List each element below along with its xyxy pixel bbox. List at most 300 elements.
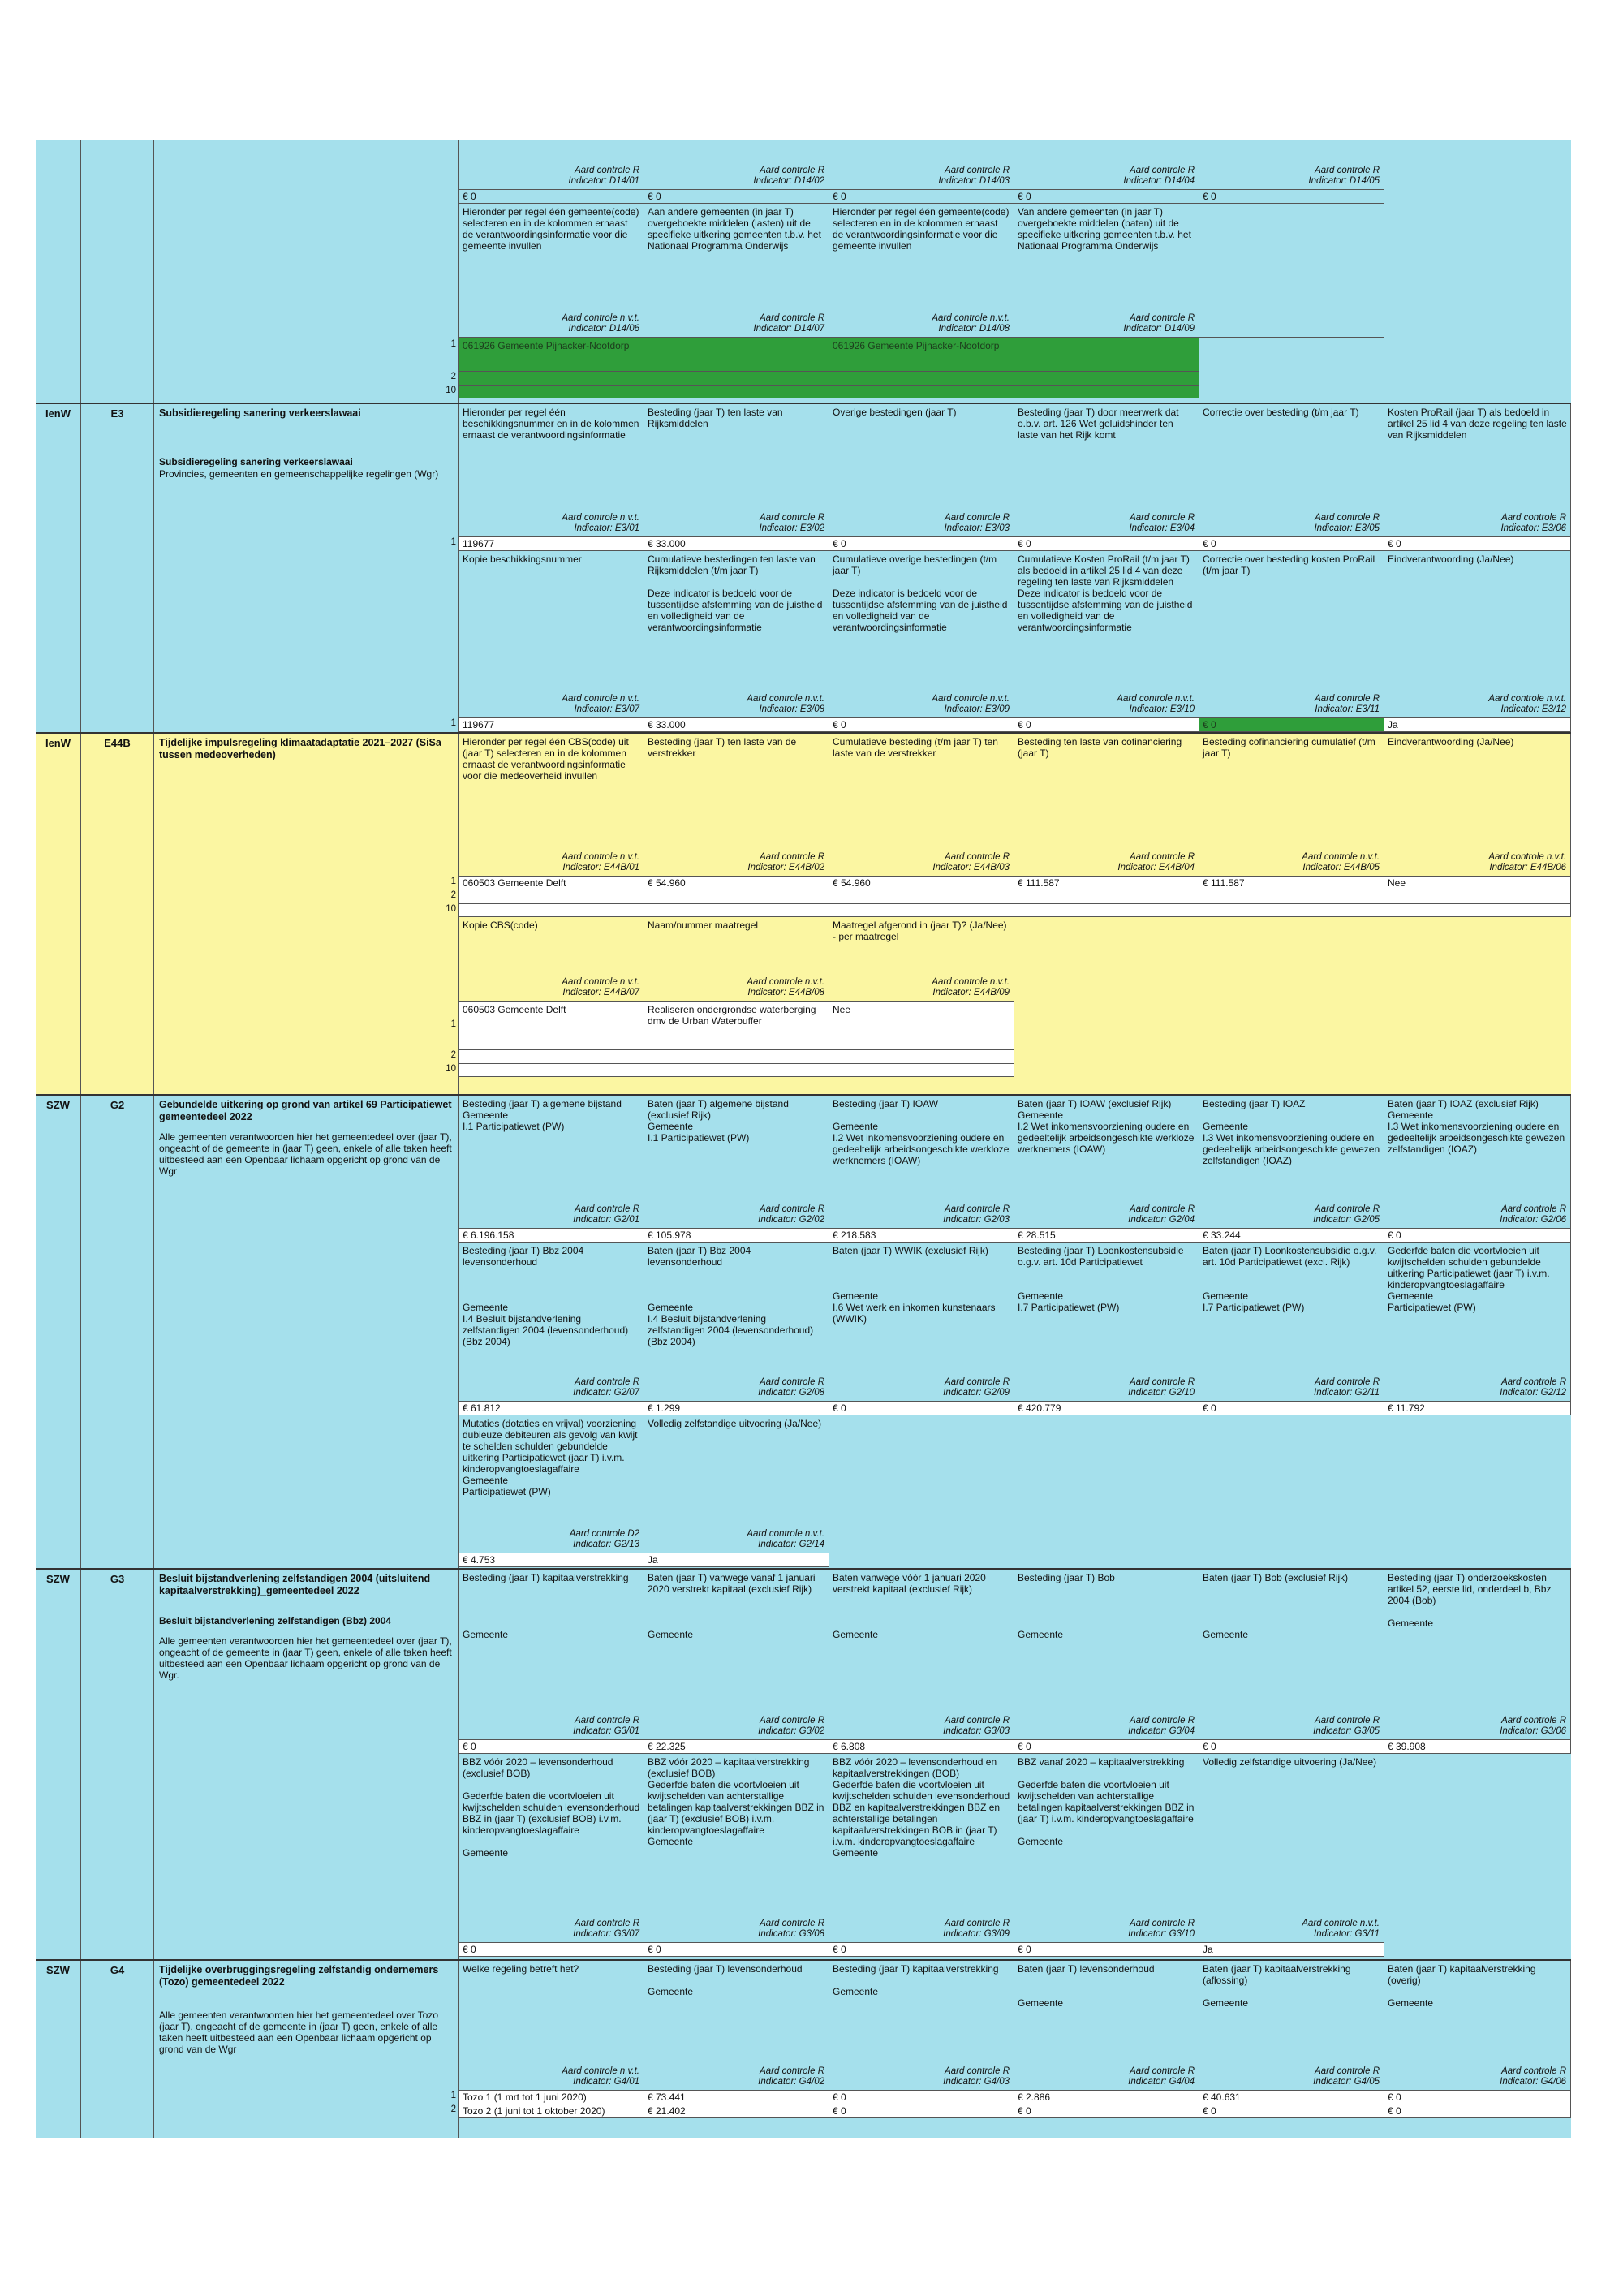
control-type: Aard controle R bbox=[1130, 166, 1195, 175]
g2-row2 bbox=[459, 1243, 1571, 1402]
e3-07-description: Kopie beschikkingsnummer bbox=[463, 554, 582, 565]
control-type: Aard controle R bbox=[1130, 2066, 1195, 2076]
control-type: Aard controle n.v.t. bbox=[1117, 694, 1195, 704]
d14-03-value[interactable]: € 0 bbox=[829, 190, 1014, 204]
e3-08-description: Cumulatieve bestedingen ten laste van Rijksmiddelen (t/m jaar T) Deze indicator is bedoeld voor de tussentijdse afstemming van de juistheid en volledigheid van de verantwoordingsinformatie bbox=[648, 554, 823, 633]
e3-05-value[interactable]: € 0 bbox=[1199, 537, 1384, 551]
e3-02-value[interactable]: € 33.000 bbox=[644, 537, 829, 551]
g4-values1 bbox=[450, 2091, 1571, 2104]
e44b-03-description: Cumulatieve besteding (t/m jaar T) ten laste van de verstrekker bbox=[833, 736, 998, 759]
d14-green-cell[interactable] bbox=[644, 338, 829, 372]
g2-13-cell bbox=[459, 1415, 644, 1553]
d14-empty bbox=[1199, 386, 1384, 398]
input-cell[interactable] bbox=[829, 904, 1014, 917]
d14-green-cell[interactable] bbox=[829, 386, 1014, 398]
e44b-02-cell bbox=[644, 734, 829, 877]
d14-value-row bbox=[459, 190, 1571, 204]
control-type: Aard controle R bbox=[945, 1204, 1010, 1214]
input-cell[interactable] bbox=[1014, 890, 1199, 904]
control-type: Aard controle R bbox=[760, 313, 824, 323]
e3-03-description: Overige bestedingen (jaar T) bbox=[833, 407, 957, 418]
indicator-code: Indicator: G3/10 bbox=[1128, 1929, 1195, 1939]
indicator-code: Indicator: G4/06 bbox=[1500, 2077, 1566, 2087]
g4-row1 bbox=[459, 1961, 1571, 2091]
g4-regeling-value[interactable]: Tozo 1 (1 mrt tot 1 juni 2020) bbox=[459, 2091, 644, 2104]
section-e44b bbox=[36, 734, 1571, 1096]
g2-01-value[interactable]: € 6.196.158 bbox=[459, 1229, 644, 1243]
d14-green-value[interactable]: 061926 Gemeente Pijnacker-Nootdorp bbox=[829, 338, 1014, 372]
indicator-code: Indicator: G2/08 bbox=[758, 1388, 824, 1398]
regulation-title: Tijdelijke overbruggingsregeling zelfstandig ondernemers (Tozo) gemeentedeel 2022 bbox=[159, 1964, 439, 1988]
input-cell[interactable] bbox=[1199, 890, 1384, 904]
d14-05-value[interactable]: € 0 bbox=[1199, 190, 1384, 204]
control-type: Aard controle R bbox=[1501, 1377, 1566, 1387]
d14-green-row-2 bbox=[450, 372, 1571, 386]
g3-empty bbox=[1384, 1754, 1571, 1943]
e44b-empty bbox=[1014, 1064, 1571, 1077]
indicator-code: Indicator: D14/01 bbox=[568, 176, 639, 186]
d14-green-cell[interactable] bbox=[1014, 372, 1199, 386]
g3-values2 bbox=[459, 1943, 1571, 1957]
g2-08-description: Baten (jaar T) Bbz 2004 levensonderhoud Gemeente I.4 Besluit bijstandverlening zelfstandigen 2004 (levensonderhoud) (Bbz 2004) bbox=[648, 1245, 814, 1347]
input-cell[interactable] bbox=[644, 904, 829, 917]
e44b-04-cell bbox=[1014, 734, 1199, 877]
g3-02-cell bbox=[644, 1570, 829, 1740]
regulation-scope: Alle gemeenten verantwoorden hier het gemeentedeel over (jaar T), ongeacht of de gemeente in (jaar T) geen, enkele of alle taken heeft uitbesteed aan een Openbaar lichaam opgericht op grond van de Wgr bbox=[159, 1131, 452, 1177]
e3-12-value[interactable]: Ja bbox=[1384, 718, 1571, 732]
g3-11-value[interactable]: Ja bbox=[1199, 1943, 1384, 1957]
g2-11-cell bbox=[1199, 1243, 1384, 1402]
d14-01-value[interactable]: € 0 bbox=[459, 190, 644, 204]
g2-08-cell bbox=[644, 1243, 829, 1402]
e44b-empty bbox=[1014, 1002, 1571, 1050]
d14-green-cell[interactable] bbox=[459, 372, 644, 386]
control-type: Aard controle n.v.t. bbox=[562, 2066, 639, 2076]
control-type: Aard controle R bbox=[1315, 2066, 1380, 2076]
g2-values3 bbox=[459, 1553, 1571, 1567]
e3-03-value[interactable]: € 0 bbox=[829, 537, 1014, 551]
input-cell[interactable] bbox=[829, 890, 1014, 904]
g3-04-cell bbox=[1014, 1570, 1199, 1740]
g2-04-value[interactable]: € 28.515 bbox=[1014, 1229, 1199, 1243]
indicator-code: Indicator: G2/04 bbox=[1128, 1215, 1195, 1225]
indicator-code: Indicator: E3/06 bbox=[1500, 523, 1566, 533]
g2-02-value[interactable]: € 105.978 bbox=[644, 1229, 829, 1243]
g3-08-cell bbox=[644, 1754, 829, 1943]
e44b-05-description: Besteding cofinanciering cumulatief (t/m jaar T) bbox=[1203, 736, 1375, 759]
g2-05-value[interactable]: € 33.244 bbox=[1199, 1229, 1384, 1243]
indicator-code: Indicator: G4/03 bbox=[943, 2077, 1010, 2087]
e3-02-cell bbox=[644, 404, 829, 537]
g4-03-value[interactable]: € 0 bbox=[829, 2104, 1014, 2118]
e44b-08-cell bbox=[644, 917, 829, 1002]
ministry-cell bbox=[36, 140, 81, 403]
input-cell[interactable] bbox=[829, 1050, 1014, 1064]
e44b-05-value[interactable]: € 111.587 bbox=[1199, 877, 1384, 890]
indicator-code: Indicator: E44B/05 bbox=[1302, 863, 1380, 872]
control-type: Aard controle R bbox=[1130, 1204, 1195, 1214]
input-cell[interactable] bbox=[1384, 904, 1571, 917]
indicator-code: Indicator: G3/08 bbox=[758, 1929, 824, 1939]
g3-02-value[interactable]: € 22.325 bbox=[644, 1740, 829, 1754]
d14-green-value[interactable]: 061926 Gemeente Pijnacker-Nootdorp bbox=[459, 338, 644, 372]
control-type: Aard controle R bbox=[575, 1716, 639, 1725]
e3-10-value[interactable]: € 0 bbox=[1014, 718, 1199, 732]
ministry-cell: IenW bbox=[36, 734, 81, 1094]
e3-02-description: Besteding (jaar T) ten laste van Rijksmiddelen bbox=[648, 407, 783, 429]
e3-08-cell bbox=[644, 551, 829, 718]
g3-empty bbox=[1384, 1943, 1571, 1957]
e3-12-description: Eindverantwoording (Ja/Nee) bbox=[1388, 554, 1514, 565]
g2-grid bbox=[459, 1096, 1571, 1567]
g3-11-cell bbox=[1199, 1754, 1384, 1943]
g4-02-value[interactable]: € 21.402 bbox=[644, 2104, 829, 2118]
e44b-04-value[interactable]: € 111.587 bbox=[1014, 877, 1199, 890]
control-type: Aard controle R bbox=[575, 166, 639, 175]
e3-08-value[interactable]: € 33.000 bbox=[644, 718, 829, 732]
g3-05-value[interactable]: € 0 bbox=[1199, 1740, 1384, 1754]
control-type: Aard controle R bbox=[760, 2066, 824, 2076]
g2-11-description: Baten (jaar T) Loonkostensubsidie o.g.v. art. 10d Participatiewet (excl. Rijk) Gemeente I.7 Participatiewet (PW) bbox=[1203, 1245, 1377, 1313]
g2-14-description: Volledig zelfstandige uitvoering (Ja/Nee) bbox=[648, 1418, 822, 1429]
indicator-code: Indicator: D14/04 bbox=[1123, 176, 1195, 186]
g2-values2 bbox=[459, 1402, 1571, 1415]
g4-values2 bbox=[450, 2104, 1571, 2118]
g2-07-value[interactable]: € 61.812 bbox=[459, 1402, 644, 1415]
input-cell[interactable] bbox=[829, 1064, 1014, 1077]
indicator-code: Indicator: G2/09 bbox=[943, 1388, 1010, 1398]
description-cell bbox=[154, 1096, 459, 1568]
ministry-cell: SZW bbox=[36, 1096, 81, 1568]
control-type: Aard controle R bbox=[945, 852, 1010, 862]
g3-10-cell bbox=[1014, 1754, 1199, 1943]
g4-04-description: Baten (jaar T) levensonderhoud Gemeente bbox=[1018, 1963, 1155, 2009]
g2-01-description: Besteding (jaar T) algemene bijstand Gemeente I.1 Participatiewet (PW) bbox=[463, 1098, 622, 1132]
g3-10-description: BBZ vanaf 2020 – kapitaalverstrekking Gederfde baten die voortvloeien uit kwijtschelden van achterstallige betalingen kapitaalverstrekkingen BBZ in (jaar T) i.v.m. kinderopvangtoeslagaffaire Gemeente bbox=[1018, 1756, 1195, 1847]
d14-green-cell[interactable] bbox=[459, 386, 644, 398]
g2-01-cell bbox=[459, 1096, 644, 1229]
g4-02-cell bbox=[644, 1961, 829, 2091]
e3-03-cell bbox=[829, 404, 1014, 537]
e3-05-description: Correctie over besteding (t/m jaar T) bbox=[1203, 407, 1359, 418]
g4-04-value[interactable]: € 2.886 bbox=[1014, 2091, 1199, 2104]
e3-07-cell bbox=[459, 551, 644, 718]
indicator-code: Indicator: G3/05 bbox=[1313, 1726, 1380, 1736]
g3-09-value[interactable]: € 0 bbox=[829, 1943, 1014, 1957]
indicator-code: Indicator: E3/03 bbox=[944, 523, 1010, 533]
e3-04-value[interactable]: € 0 bbox=[1014, 537, 1199, 551]
g3-grid bbox=[459, 1570, 1571, 1957]
control-type: Aard controle R bbox=[1315, 694, 1380, 704]
indicator-code: Indicator: E44B/04 bbox=[1117, 863, 1195, 872]
control-type: Aard controle R bbox=[1130, 852, 1195, 862]
code-cell bbox=[81, 140, 154, 403]
g3-04-description: Besteding (jaar T) Bob Gemeente bbox=[1018, 1572, 1115, 1640]
control-type: Aard controle R bbox=[945, 2066, 1010, 2076]
g4-grid bbox=[450, 1961, 1571, 2118]
control-type: Aard controle R bbox=[760, 1919, 824, 1928]
e44b-03-value[interactable]: € 54.960 bbox=[829, 877, 1014, 890]
d14-green-cell[interactable] bbox=[644, 386, 829, 398]
e44b-09-description: Maatregel afgerond in (jaar T)? (Ja/Nee) - per maatregel bbox=[833, 920, 1007, 942]
g3-01-cell bbox=[459, 1570, 644, 1740]
g2-row3 bbox=[459, 1415, 1571, 1553]
g4-06-value[interactable]: € 0 bbox=[1384, 2104, 1571, 2118]
g2-10-description: Besteding (jaar T) Loonkostensubsidie o.g.v. art. 10d Participatiewet Gemeente I.7 Participatiewet (PW) bbox=[1018, 1245, 1184, 1313]
e44b-values2-2 bbox=[450, 1050, 1571, 1064]
indicator-code: Indicator: D14/07 bbox=[753, 324, 824, 334]
input-cell[interactable] bbox=[644, 1050, 829, 1064]
indicator-code: Indicator: G4/04 bbox=[1128, 2077, 1195, 2087]
e3-04-description: Besteding (jaar T) door meerwerk dat o.b.v. art. 126 Wet geluidshinder ten laste van het Rijk komt bbox=[1018, 407, 1179, 441]
e3-row1 bbox=[459, 404, 1571, 537]
control-type: Aard controle R bbox=[1315, 166, 1380, 175]
e44b-empty bbox=[1014, 917, 1571, 1002]
row-number: 2 bbox=[450, 372, 456, 381]
g2-10-value[interactable]: € 420.779 bbox=[1014, 1402, 1199, 1415]
indicator-code: Indicator: G4/01 bbox=[573, 2077, 639, 2087]
d14-07-cell bbox=[644, 204, 829, 338]
row-number: 1 bbox=[450, 339, 456, 349]
g2-12-value[interactable]: € 11.792 bbox=[1384, 1402, 1571, 1415]
input-cell[interactable] bbox=[1199, 904, 1384, 917]
indicator-code: Indicator: G2/12 bbox=[1500, 1388, 1566, 1398]
e44b-07-description: Kopie CBS(code) bbox=[463, 920, 538, 931]
g3-07-value[interactable]: € 0 bbox=[459, 1943, 644, 1957]
g2-09-value[interactable]: € 0 bbox=[829, 1402, 1014, 1415]
g2-08-value[interactable]: € 1.299 bbox=[644, 1402, 829, 1415]
g2-row1 bbox=[459, 1096, 1571, 1229]
d14-empty bbox=[1384, 190, 1571, 204]
control-type: Aard controle n.v.t. bbox=[1488, 852, 1566, 862]
regulation-scope: Provincies, gemeenten en gemeenschappelijke regelingen (Wgr) bbox=[159, 468, 439, 480]
g4-05-value[interactable]: € 40.631 bbox=[1199, 2091, 1384, 2104]
g2-06-value[interactable]: € 0 bbox=[1384, 1229, 1571, 1243]
control-type: Aard controle n.v.t. bbox=[562, 313, 639, 323]
e44b-row1 bbox=[459, 734, 1571, 877]
g4-06-value[interactable]: € 0 bbox=[1384, 2091, 1571, 2104]
g2-06-cell bbox=[1384, 1096, 1571, 1229]
control-type: Aard controle n.v.t. bbox=[562, 977, 639, 987]
indicator-code: Indicator: E3/07 bbox=[574, 704, 639, 714]
g2-empty bbox=[829, 1553, 1571, 1567]
control-type: Aard controle n.v.t. bbox=[1488, 694, 1566, 704]
regulation-scope: Alle gemeenten verantwoorden hier het gemeentedeel over Tozo (jaar T), ongeacht of de gemeente in (jaar T) geen, enkele of alle taken heeft uitbesteed aan een Openbaar lichaam opgericht op grond van de Wgr bbox=[159, 2010, 439, 2055]
e3-06-value[interactable]: € 0 bbox=[1384, 537, 1571, 551]
control-type: Aard controle R bbox=[1130, 513, 1195, 523]
g2-14-cell bbox=[644, 1415, 829, 1553]
control-type: Aard controle R bbox=[1130, 1919, 1195, 1928]
control-type: Aard controle D2 bbox=[569, 1529, 639, 1539]
d14-green-cell[interactable] bbox=[1014, 386, 1199, 398]
input-cell[interactable] bbox=[1014, 904, 1199, 917]
g2-07-cell bbox=[459, 1243, 644, 1402]
e3-01-value[interactable]: 119677 bbox=[459, 537, 644, 551]
g2-04-description: Baten (jaar T) IOAW (exclusief Rijk) Gemeente I.2 Wet inkomensvoorziening oudere en gedeeltelijk arbeidsongeschikte werkloze werknemers (IOAW) bbox=[1018, 1098, 1195, 1155]
d14-grid bbox=[446, 140, 1571, 398]
e44b-01-description: Hieronder per regel één CBS(code) uit (jaar T) selecteren en in de kolommen ernaast de verantwoordingsinformatie voor die medeoverheid invullen bbox=[463, 736, 629, 782]
d14-06-description: Hieronder per regel één gemeente(code) selecteren en in de kolommen ernaast de verantwoordingsinformatie voor die gemeente invullen bbox=[463, 206, 639, 252]
g4-05-description: Baten (jaar T) kapitaalverstrekking (aflossing) Gemeente bbox=[1203, 1963, 1351, 2009]
e44b-09-value[interactable]: Nee bbox=[829, 1002, 1014, 1050]
d14-green-cell[interactable] bbox=[829, 372, 1014, 386]
d14-green-row-10 bbox=[446, 386, 1571, 398]
g3-05-cell bbox=[1199, 1570, 1384, 1740]
indicator-code: Indicator: E44B/03 bbox=[932, 863, 1010, 872]
g4-04-value[interactable]: € 0 bbox=[1014, 2104, 1199, 2118]
control-type: Aard controle R bbox=[1501, 1204, 1566, 1214]
e3-values2 bbox=[450, 718, 1571, 732]
row-number: 2 bbox=[450, 1050, 456, 1060]
code-cell: E3 bbox=[81, 404, 154, 732]
indicator-code: Indicator: G2/05 bbox=[1313, 1215, 1380, 1225]
g2-09-description: Baten (jaar T) WWIK (exclusief Rijk) Gemeente I.6 Wet werk en inkomen kunstenaars (WWIK) bbox=[833, 1245, 996, 1325]
e44b-04-description: Besteding ten laste van cofinanciering (jaar T) bbox=[1018, 736, 1182, 759]
g4-05-value[interactable]: € 0 bbox=[1199, 2104, 1384, 2118]
regulation-title: Tijdelijke impulsregeling klimaatadaptatie 2021–2027 (SiSa tussen medeoverheden) bbox=[159, 737, 441, 760]
g3-03-value[interactable]: € 6.808 bbox=[829, 1740, 1014, 1754]
indicator-code: Indicator: E3/12 bbox=[1500, 704, 1566, 714]
g2-03-description: Besteding (jaar T) IOAW Gemeente I.2 Wet inkomensvoorziening oudere en gedeeltelijk arbeidsongeschikte werkloze werknemers (IOAW) bbox=[833, 1098, 1010, 1166]
input-cell[interactable] bbox=[459, 904, 644, 917]
control-type: Aard controle R bbox=[1315, 1204, 1380, 1214]
g3-01-value[interactable]: € 0 bbox=[459, 1740, 644, 1754]
indicator-code: Indicator: D14/02 bbox=[753, 176, 824, 186]
indicator-code: Indicator: D14/08 bbox=[938, 324, 1010, 334]
indicator-code: Indicator: G2/01 bbox=[573, 1215, 639, 1225]
row-number: 10 bbox=[446, 904, 456, 914]
d14-empty bbox=[1199, 372, 1384, 386]
g4-01-description: Welke regeling betreft het? bbox=[463, 1963, 579, 1975]
code-cell: G2 bbox=[81, 1096, 154, 1568]
indicator-code: Indicator: G3/11 bbox=[1314, 1929, 1380, 1939]
e44b-grid bbox=[446, 734, 1571, 1077]
e3-06-description: Kosten ProRail (jaar T) als bedoeld in artikel 25 lid 4 van deze regeling ten laste van Rijksmiddelen bbox=[1388, 407, 1567, 441]
indicator-code: Indicator: G3/01 bbox=[573, 1726, 639, 1736]
code-cell: G4 bbox=[81, 1961, 154, 2138]
d14-05-header bbox=[1199, 140, 1384, 190]
control-type: Aard controle R bbox=[1501, 513, 1566, 523]
d14-green-cell[interactable] bbox=[644, 372, 829, 386]
e3-09-value[interactable]: € 0 bbox=[829, 718, 1014, 732]
indicator-code: Indicator: E44B/07 bbox=[562, 988, 639, 997]
g4-regeling-value[interactable]: Tozo 2 (1 juni tot 1 oktober 2020) bbox=[459, 2104, 644, 2118]
indicator-code: Indicator: G2/03 bbox=[943, 1215, 1010, 1225]
g3-06-value[interactable]: € 39.908 bbox=[1384, 1740, 1571, 1754]
d14-08-cell bbox=[829, 204, 1014, 338]
g4-02-description: Besteding (jaar T) levensonderhoud Gemeente bbox=[648, 1963, 803, 1997]
input-cell[interactable] bbox=[459, 1050, 644, 1064]
g2-03-value[interactable]: € 218.583 bbox=[829, 1229, 1014, 1243]
d14-04-value[interactable]: € 0 bbox=[1014, 190, 1199, 204]
e44b-08-value[interactable]: Realiseren ondergrondse waterberging dmv de Urban Waterbuffer bbox=[644, 1002, 829, 1050]
e44b-08-description: Naam/nummer maatregel bbox=[648, 920, 759, 931]
d14-empty bbox=[1384, 386, 1571, 398]
input-cell[interactable] bbox=[644, 1064, 829, 1077]
regulation-title: Subsidieregeling sanering verkeerslawaai bbox=[159, 407, 361, 419]
control-type: Aard controle n.v.t. bbox=[562, 694, 639, 704]
e3-11-description: Correctie over besteding kosten ProRail (t/m jaar T) bbox=[1203, 554, 1375, 576]
e3-01-description: Hieronder per regel één beschikkingsnummer en in de kolommen ernaast de verantwoordingsinformatie bbox=[463, 407, 639, 441]
g4-05-cell bbox=[1199, 1961, 1384, 2091]
g4-03-cell bbox=[829, 1961, 1014, 2091]
sisa-sheet bbox=[36, 140, 1571, 2138]
control-type: Aard controle n.v.t. bbox=[562, 852, 639, 862]
row-number: 1 bbox=[450, 877, 456, 886]
indicator-code: Indicator: G2/06 bbox=[1500, 1215, 1566, 1225]
g4-02-value[interactable]: € 73.441 bbox=[644, 2091, 829, 2104]
indicator-code: Indicator: E44B/09 bbox=[932, 988, 1010, 997]
row-number: 2 bbox=[450, 890, 456, 900]
d14-row2 bbox=[459, 204, 1571, 338]
e3-09-cell bbox=[829, 551, 1014, 718]
control-type: Aard controle R bbox=[1315, 513, 1380, 523]
section-g3 bbox=[36, 1570, 1571, 1961]
indicator-code: Indicator: G2/02 bbox=[758, 1215, 824, 1225]
g4-03-value[interactable]: € 0 bbox=[829, 2091, 1014, 2104]
g2-11-value[interactable]: € 0 bbox=[1199, 1402, 1384, 1415]
e44b-01-value[interactable]: 060503 Gemeente Delft bbox=[459, 877, 644, 890]
g2-10-cell bbox=[1014, 1243, 1199, 1402]
control-type: Aard controle R bbox=[945, 1377, 1010, 1387]
control-type: Aard controle R bbox=[1130, 313, 1195, 323]
input-cell[interactable] bbox=[644, 890, 829, 904]
indicator-code: Indicator: E3/05 bbox=[1314, 523, 1380, 533]
d14-empty bbox=[1384, 140, 1571, 190]
row-number: 1 bbox=[450, 718, 456, 728]
g2-04-cell bbox=[1014, 1096, 1199, 1229]
g2-12-cell bbox=[1384, 1243, 1571, 1402]
e3-row2 bbox=[459, 551, 1571, 718]
row-number: 2 bbox=[450, 2104, 456, 2114]
input-cell[interactable] bbox=[1384, 890, 1571, 904]
e3-11-value[interactable]: € 0 bbox=[1199, 718, 1384, 732]
e44b-06-cell bbox=[1384, 734, 1571, 877]
g3-08-value[interactable]: € 0 bbox=[644, 1943, 829, 1957]
row-number: 1 bbox=[450, 1019, 456, 1029]
g3-08-description: BBZ vóór 2020 – kapitaalverstrekking (exclusief BOB) Gederfde baten die voortvloeien uit kwijtschelden van achterstallige betalingen kapitaalverstrekkingen BBZ in (jaar T) (exclusief BOB) i.v.m. kinderopvangtoeslagaffaire Gemeente bbox=[648, 1756, 824, 1847]
e44b-02-value[interactable]: € 54.960 bbox=[644, 877, 829, 890]
d14-02-value[interactable]: € 0 bbox=[644, 190, 829, 204]
e3-07-value[interactable]: 119677 bbox=[459, 718, 644, 732]
g3-06-cell bbox=[1384, 1570, 1571, 1740]
d14-green-cell[interactable] bbox=[1014, 338, 1199, 372]
d14-08-description: Hieronder per regel één gemeente(code) selecteren en in de kolommen ernaast de verantwoordingsinformatie voor die gemeente invullen bbox=[833, 206, 1010, 252]
control-type: Aard controle n.v.t. bbox=[1302, 852, 1380, 862]
e44b-07-value[interactable]: 060503 Gemeente Delft bbox=[459, 1002, 644, 1050]
g2-14-value[interactable]: Ja bbox=[644, 1553, 829, 1567]
g2-13-value[interactable]: € 4.753 bbox=[459, 1553, 644, 1567]
control-type: Aard controle R bbox=[945, 1919, 1010, 1928]
g3-10-value[interactable]: € 0 bbox=[1014, 1943, 1199, 1957]
g3-04-value[interactable]: € 0 bbox=[1014, 1740, 1199, 1754]
indicator-code: Indicator: E3/09 bbox=[944, 704, 1010, 714]
g3-07-cell bbox=[459, 1754, 644, 1943]
input-cell[interactable] bbox=[459, 1064, 644, 1077]
e44b-05-cell bbox=[1199, 734, 1384, 877]
input-cell[interactable] bbox=[459, 890, 644, 904]
control-type: Aard controle n.v.t. bbox=[747, 977, 824, 987]
g2-13-description: Mutaties (dotaties en vrijval) voorziening dubieuze debiteuren als gevolg van kwijt te schelden schulden gebundelde uitkering Participatiewet (jaar T) i.v.m. kinderopvangtoeslagaffaire Gemeente Participatiewet (PW) bbox=[463, 1418, 638, 1497]
control-type: Aard controle R bbox=[1315, 1716, 1380, 1725]
d14-02-header bbox=[644, 140, 829, 190]
row-number: 1 bbox=[450, 537, 456, 547]
description-cell bbox=[154, 1961, 459, 2138]
e44b-06-value[interactable]: Nee bbox=[1384, 877, 1571, 890]
d14-empty bbox=[1384, 372, 1571, 386]
regulation-title: Besluit bijstandverlening zelfstandigen 2004 (uitsluitend kapitaalverstrekking)_gemeentedeel 2022 bbox=[159, 1573, 431, 1596]
e44b-01-cell bbox=[459, 734, 644, 877]
